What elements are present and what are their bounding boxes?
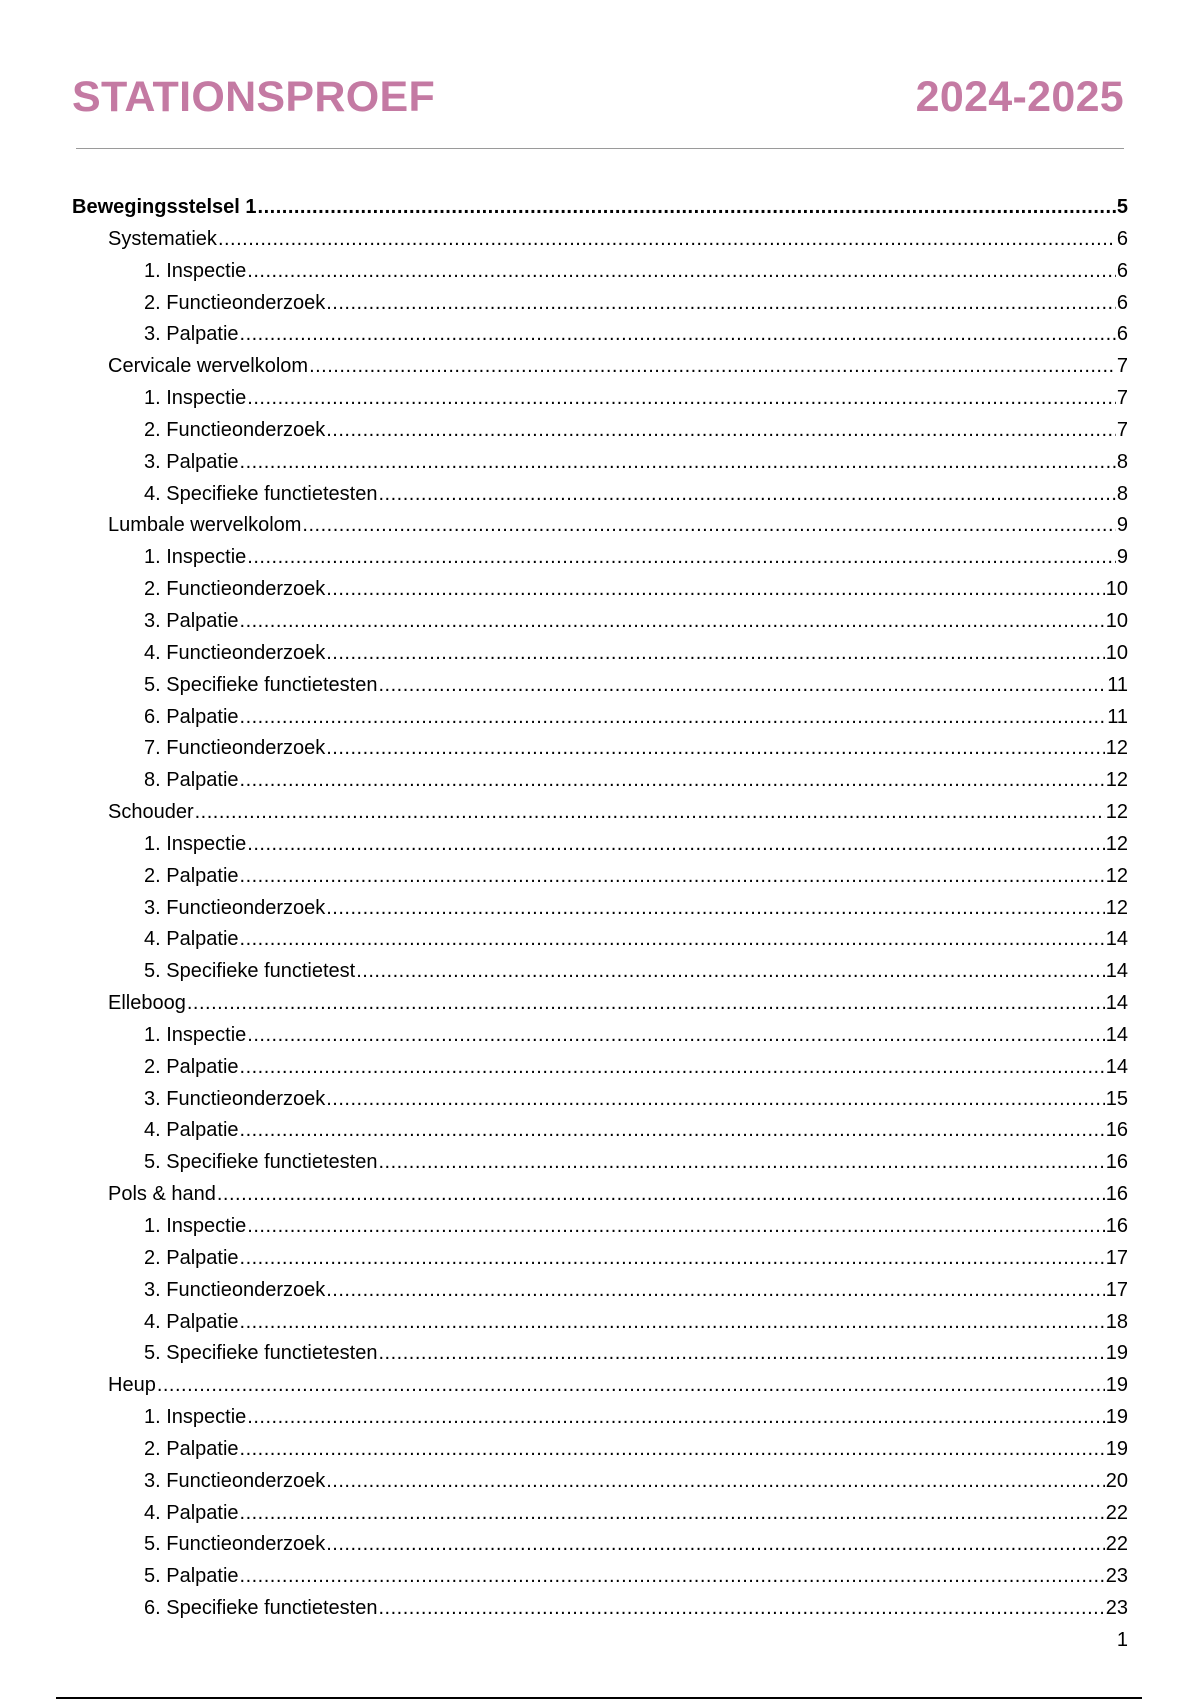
page-header [72,72,1124,122]
toc-dot-leader [378,1338,1104,1370]
toc-entry-label: 5. Specifieke functietesten [144,673,378,696]
toc-entry-label: 3. Functieonderzoek [144,896,326,919]
toc-entry-page: 6 [1116,323,1128,346]
toc-subsection[interactable] [72,638,1128,670]
toc-subsection[interactable] [72,574,1128,606]
toc-subsection[interactable] [72,383,1128,415]
toc-entry-label: 6. Palpatie [144,705,239,728]
toc-dot-leader [247,1211,1104,1243]
toc-entry-label: 1. Inspectie [144,387,247,410]
toc-entry-label: 5. Specifieke functietesten [144,1151,378,1174]
toc-entry-page: 19 [1105,1374,1128,1397]
footer-divider [56,1697,1142,1699]
toc-entry-label: 3. Functieonderzoek [144,1278,326,1301]
toc-entry-label: 3. Functieonderzoek [144,1087,326,1110]
toc-dot-leader [247,542,1116,574]
toc-subsection[interactable] [72,702,1128,734]
toc-entry-label: 5. Specifieke functietesten [144,1342,378,1365]
toc-subsection[interactable] [72,893,1128,925]
toc-subsection[interactable] [72,447,1128,479]
toc-entry-label: 1. Inspectie [144,1215,247,1237]
toc-entry-page: 12 [1105,864,1128,887]
toc-dot-leader [247,829,1104,861]
toc-entry-page: 10 [1105,578,1128,601]
toc-entry-label: 2. Functieonderzoek [144,291,326,314]
toc-dot-leader [240,861,1105,893]
toc-subsection[interactable] [72,1147,1128,1179]
toc-entry-label: Heup [108,1374,156,1397]
toc-subsection[interactable] [72,1211,1128,1243]
toc-entry-page: 7 [1116,355,1128,378]
toc-subsection[interactable] [72,319,1128,351]
toc-subsection[interactable] [72,829,1128,861]
toc-dot-leader [326,1084,1105,1116]
toc-subsection[interactable] [72,542,1128,574]
toc-dot-leader [326,638,1105,670]
toc-dot-leader [240,1052,1105,1084]
toc-entry-page: 6 [1116,259,1128,282]
toc-entry-label: Pols & hand [108,1183,216,1206]
toc-subsection[interactable] [72,670,1128,702]
toc-section[interactable] [72,510,1128,542]
toc-entry-page: 14 [1105,1023,1128,1046]
toc-dot-leader [302,510,1115,542]
toc-subsection[interactable] [72,1402,1128,1434]
toc-entry-page: 7 [1116,418,1128,441]
toc-entry-label: 4. Specifieke functietesten [144,482,378,505]
page-number: 1 [1116,1629,1128,1651]
toc-dot-leader [187,988,1105,1020]
toc-entry-page: 17 [1105,1278,1128,1301]
toc-entry-page: 23 [1105,1597,1128,1620]
toc-entry-page: 12 [1105,896,1128,919]
toc-entry-page: 22 [1105,1501,1128,1524]
toc-dot-leader [378,670,1106,702]
toc-entry-page: 11 [1107,705,1128,728]
toc-section[interactable] [72,351,1128,383]
toc-entry-page: 9 [1116,514,1128,537]
toc-entry-label: Systematiek [108,227,217,250]
toc-entry-page: 10 [1105,641,1128,664]
toc-dot-leader [240,447,1116,479]
toc-entry-page: 16 [1105,1151,1128,1174]
toc-dot-leader [326,1529,1105,1561]
toc-dot-leader [258,192,1116,224]
toc-subsection[interactable] [72,1084,1128,1116]
toc-subsection[interactable] [72,256,1128,288]
toc-entry-page: 14 [1105,960,1128,983]
toc-section[interactable] [72,1370,1128,1402]
toc-entry-page: 12 [1105,737,1128,760]
toc-subsection[interactable] [72,1115,1128,1147]
toc-entry-page: 7 [1116,387,1128,410]
toc-entry-page: 10 [1105,609,1128,632]
toc-subsection[interactable] [72,1561,1128,1593]
toc-subsection[interactable] [72,1338,1128,1370]
toc-dot-leader [240,765,1105,797]
toc-entry-page: 15 [1105,1087,1128,1110]
toc-entry-page: 19 [1105,1342,1128,1365]
toc-dot-leader [326,733,1105,765]
toc-entry-label: 2. Palpatie [144,1246,239,1269]
toc-entry-label: 3. Palpatie [144,450,239,473]
toc-dot-leader [240,1243,1105,1275]
toc-entry-page: 8 [1116,450,1128,473]
toc-entry-page: 23 [1105,1565,1128,1588]
toc-dot-leader [218,224,1116,256]
toc-section[interactable] [72,224,1128,256]
toc-entry-page: 19 [1105,1406,1128,1429]
toc-entry-page: 16 [1105,1119,1128,1142]
toc-entry-page: 6 [1116,227,1128,250]
toc-subsection[interactable] [72,1275,1128,1307]
toc-entry-label: 1. Inspectie [144,1023,247,1046]
toc-subsection[interactable] [72,606,1128,638]
toc-dot-leader [326,1275,1105,1307]
toc-dot-leader [247,1020,1104,1052]
toc-entry-page: 14 [1105,1055,1128,1078]
toc-dot-leader [356,956,1105,988]
toc-entry-label: 4. Palpatie [144,1119,239,1142]
toc-entry-page: 8 [1116,482,1128,505]
toc-section[interactable] [72,797,1128,829]
toc-subsection[interactable] [72,1434,1128,1466]
toc-entry-label: 2. Functieonderzoek [144,578,326,601]
document-title: STATIONSPROEF [72,73,436,121]
toc-entry-label: 1. Inspectie [144,546,247,569]
toc-dot-leader [240,606,1105,638]
toc-entry-page: 12 [1105,769,1128,792]
toc-entry-page: 9 [1116,546,1128,569]
toc-dot-leader [240,1434,1105,1466]
toc-entry-label: 4. Palpatie [144,1310,239,1333]
toc-subsection[interactable] [72,1498,1128,1530]
toc-entry-label: 2. Palpatie [144,864,239,887]
toc-entry-label: Bewegingsstelsel 1 [72,196,257,218]
toc-entry-label: Elleboog [108,992,186,1015]
toc-entry-page: 17 [1105,1246,1128,1269]
toc-entry-label: Cervicale wervelkolom [108,355,309,378]
toc-subsection[interactable] [72,733,1128,765]
toc-dot-leader [378,1593,1104,1625]
toc-entry-page: 12 [1105,832,1128,855]
toc-entry-label: 4. Palpatie [144,1501,239,1524]
toc-dot-leader [240,1307,1105,1339]
toc-entry-page: 16 [1105,1183,1128,1206]
toc-subsection[interactable] [72,861,1128,893]
table-of-contents [72,192,1128,1625]
toc-dot-leader [240,1115,1105,1147]
toc-dot-leader [326,574,1105,606]
header-divider [76,148,1124,149]
toc-entry-page: 6 [1116,291,1128,314]
toc-dot-leader [326,415,1116,447]
toc-subsection[interactable] [72,415,1128,447]
toc-entry-label: 1. Inspectie [144,259,247,282]
toc-entry-page: 14 [1105,928,1128,951]
toc-entry-label: 5. Functieonderzoek [144,1533,326,1556]
toc-entry-page: 16 [1105,1215,1128,1237]
toc-subsection[interactable] [72,1466,1128,1498]
toc-subsection[interactable] [72,288,1128,320]
toc-section[interactable] [72,1179,1128,1211]
toc-subsection[interactable] [72,1052,1128,1084]
toc-dot-leader [157,1370,1105,1402]
toc-entry-page: 12 [1105,801,1128,824]
document-year: 2024-2025 [915,73,1124,121]
toc-entry-page: 22 [1105,1533,1128,1556]
toc-dot-leader [240,1561,1105,1593]
toc-dot-leader [378,1147,1104,1179]
toc-dot-leader [240,702,1107,734]
toc-entry-label: 2. Palpatie [144,1437,239,1460]
toc-dot-leader [309,351,1116,383]
toc-dot-leader [247,256,1116,288]
toc-entry-label: 1. Inspectie [144,1406,247,1429]
toc-subsection[interactable] [72,1243,1128,1275]
toc-entry-label: 6. Specifieke functietesten [144,1597,378,1620]
toc-entry-label: 5. Palpatie [144,1565,239,1588]
toc-entry-label: 1. Inspectie [144,832,247,855]
toc-subsection[interactable] [72,1020,1128,1052]
toc-entry-label: 3. Palpatie [144,609,239,632]
toc-entry-label: 2. Functieonderzoek [144,418,326,441]
toc-entry-label: 3. Palpatie [144,323,239,346]
toc-dot-leader [240,924,1105,956]
toc-subsection[interactable] [72,479,1128,511]
toc-subsection[interactable] [72,1307,1128,1339]
toc-entry-page: 11 [1107,673,1128,696]
toc-dot-leader [326,893,1105,925]
toc-subsection[interactable] [72,765,1128,797]
toc-entry-page: 5 [1116,196,1128,218]
toc-entry-page: 19 [1105,1437,1128,1460]
toc-entry-label: 4. Palpatie [144,928,239,951]
toc-entry-label: Lumbale wervelkolom [108,514,302,537]
toc-entry-label: 7. Functieonderzoek [144,737,326,760]
toc-dot-leader [378,479,1115,511]
toc-entry-label: 3. Functieonderzoek [144,1469,326,1492]
toc-entry-label: Schouder [108,801,194,824]
toc-chapter[interactable] [72,192,1128,224]
toc-subsection[interactable] [72,1529,1128,1561]
toc-dot-leader [195,797,1105,829]
toc-section[interactable] [72,988,1128,1020]
toc-entry-label: 4. Functieonderzoek [144,641,326,664]
toc-entry-label: 5. Specifieke functietest [144,960,356,983]
toc-entry-page: 20 [1105,1469,1128,1492]
toc-entry-label: 2. Palpatie [144,1055,239,1078]
toc-dot-leader [326,1466,1105,1498]
toc-dot-leader [217,1179,1105,1211]
toc-subsection[interactable] [72,924,1128,956]
toc-dot-leader [326,288,1116,320]
toc-subsection[interactable] [72,1593,1128,1625]
toc-entry-label: 8. Palpatie [144,769,239,792]
toc-entry-page: 14 [1105,992,1128,1015]
toc-dot-leader [247,1402,1104,1434]
toc-dot-leader [240,319,1116,351]
toc-dot-leader [247,383,1116,415]
toc-dot-leader [240,1498,1105,1530]
toc-subsection[interactable] [72,956,1128,988]
toc-entry-page: 18 [1105,1310,1128,1333]
